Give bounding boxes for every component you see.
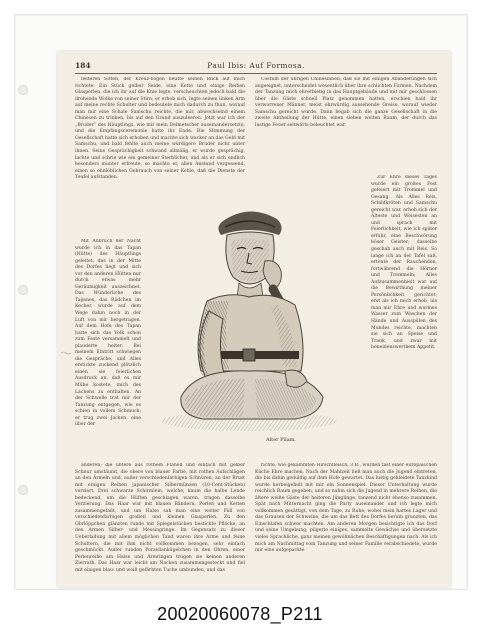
book-page	[57, 51, 451, 587]
text-column-right-bottom	[255, 463, 437, 575]
page-header	[75, 61, 437, 74]
page-number: 184	[75, 61, 91, 70]
text-column-left-wrap	[75, 239, 141, 461]
illustration-caption: Alter Pilam.	[265, 437, 297, 443]
text-column-right-wrap	[371, 175, 437, 459]
binder-holes	[15, 15, 31, 589]
paragraph: richte, wie gekämmten Hirschfleisch, 3 B., wurden fast einer europäischen Küche Ehre machen. Nach der Mahlzeit ließ man auch die Jugend eintreten, die bis dahin geduldig auf dem Hofe gewartet. Das lustig gekleidete Tanzkind wurde herbeigeholt mit mir ein Sonnenspiel. Dieser Unterhaltung wurde reichlich Raum gegeben, und so nahm sich die Jugend in mehrere Reihen, die ältere weiße Gäste der heiteren Jünglinge, tanzend nicht ebenso zusammen. Spät nach Mitternacht ging die Party auseinander und ich legte mich vollkommen gesättigt, von dem Tage, zu Ruhe; wobei mein hartes Lager und das Grausen der Schweine, die um das Bett des Dorfes herum grunzten, das Einschlafen schwer machten. Am anderen Morgen besichtigte ich das Dorf und seine Umgebung, pilgerte einiges, sammelte Gewächse und übersetzte vieles Sprachliche, ganz meinen gewöhnlichen Beschäftigungen nach. Als ich mich am Nachmittag vom Tanzung und seiner Familie verabschiedete, wurde mir eine aufgepackte	[255, 463, 437, 554]
head-wrap	[218, 211, 281, 235]
binder-hole	[18, 485, 28, 495]
pencil-mark	[61, 351, 71, 355]
binder-hole	[18, 85, 28, 95]
text-column-right-top	[255, 77, 437, 173]
paragraph: Zur Ehre dieses Tages wurde ein großes Fest gefeiert mit Trommel und Gesang. Als Alles Reis, Schildkröten und Samschu gereicht war, erhob sich der Älteste und Weisesten an und sprach mit Feierlichkeit, wie ich später erfuhr, eine Beschwörung böser Geister; dasselbe geschah auch mit Reis. So lange ich an der Tafel saß, ertönte der Rauchenden, fortwährend die Hörner und Trommeln; Alles Aufzusammenhielt war auf die Bewirthung meiner Persönlichkeit gerichtet; erst als ich mich erhob, als man mir Ehre und warmes Wasser zum Waschen der Hände und Ausspülen des Mundes reichte, machten sie sich an Speise und Trank, und zwar mit beneidenswerthem Appetit.	[371, 175, 437, 351]
resting-hand	[285, 370, 307, 387]
scan-frame	[14, 14, 468, 590]
paragraph: Mit Anbruch der Nacht wurde ich in das Tapan (Hütte) des Häuptlings geleitet, das in der Mitte des Dorfes liegt und sich vor den anderen Hütten nur durch etwas mehr Geräumigkeit auszeichnet. Das Wünderliche des Tapanes, das Rädchen im Kecher, wurde auf dem Wege dahin noch in der Luft von mir hergetragen. Auf dem Hofe des Tapan hatte sich das Volk schon zum Feste versammelt und plauderte heiter. Bei meinem Eintritt schwiegen die Gespräche, und Alles erstickte zuckend plötzlich einen sie feierlichen Ausdruck an, daß es mir Mühe kostete, mich des Lachens zu enthalten. An der Schwelle trat mir der Tanzung entgegen, wie es schien in vollem Schmuck; er trug zwei Jacken, eine über der	[75, 239, 141, 428]
paragraph: anderen; die untere aus rothem Flanell und einfach mit gelber Schnur umstäumt, die obere von blauer Farbe, mit rothen Aufschlägen an den Ärmeln und, außer verschiedenfarbigen Schnüren, an der Brust mit einigen Reihen japanischer Silbermünzen (10-Cent-Stücken) verziert. Drei schwarze Schirmlein, welche, kaum die halbe Lende bedeckend, um die Hüften geschlagen waren, trugen dasselbe Verzierung. Das Haar war mit blauen Bändern, Perlen und Ketten zusammengefaßt, und um Halse sah man eine weiter Fall von verschiedenfarbigen großen und kleinen Glasperlen. Zu den Obrlöppchen glänzten runde mit Spiegelstücken bestickte Pflöcke, an den Armen Silber- und Messingringe. Im Gegensatz zu dieser Ueberladung mit allem möglichen Tand waren ihre Arme und feine Schultern, die mit ihm nicht vollkommen bezogen, sehr einfach geschmückt. Außer runden Porzellankügelchen in den Ohren, einer Perlenreihe am Halse und Armringen trugen sie keinen anderen Zierrath. Das Haar war leicht am Nacken zusammengesteckt und fiel mit einigen blau- und weiß gefärbten Tuche umbunden, und das	[75, 463, 245, 573]
paragraph: festeren Sitten, der Kreuz-bogen heutte seinen Blick auf mich richtete. Ein Stück gelber Seide, eine Kette und einige Reihen Glasperlen, die ich ihr auf die Knie legte, verscheuchten jedoch bald die drohende Wolke von seiner Stirn; er erhob sich, legte seinen linken Arm auf meine rechte Schulter und bedeutete mich dadurch zu thun, worauf man mir eine Schale Samschu reichte, die mir, abwechselnd einem Chinesen zu trinken, bis auf den Grund auszuleeren. Jetzt war ich der „Bruder“ des Häuptlings, wie mir mein Dolmetscher auseinandersetzte, und die Empfangsceremonie hatte ihr Ende. Die Stimmung der Gesellschaft hatte sich erhoben und machte sich wacker an das Geld mit Samschu, und bald fehlte auch meine würdigere Bruder nicht unter ihnen. Seine Gesprächigkeit schwand allmälig, er wurde gesprächig, lachte und schrie wie ein gemeiner Sterblicher, und als er sich endlich besonders munter erfreute, so machte er, allen Anstand vergessend, einen so ohnlöblichen Gebrauch von seiner Kehle, daß die Dienste der Teufel aufstanden.	[75, 77, 245, 181]
text-column-left-bottom	[75, 463, 245, 575]
portrait-illustration	[145, 201, 349, 433]
binder-hole	[18, 285, 28, 295]
archive-id-caption: 20020060078_P211	[157, 604, 323, 624]
paragraph: Costüm der übrigen Chinesinnen, daß sie mit einigen Abänderungen sich angeeignet, unterscheidet wesentlich über ihre schlichten Formen. Nachdem der Tanzung mich ehrerbietig in das Hauptgebäude und mit mir geschlossen über die Gäste schnell Platz genommen hatten, erschien bald ihr verworrener Männer, meist ehrwürdig aussehende Greise, worauf wieder Samschu gereicht wurde. Dann begab sich die ganze Gesellschaft in die zweite Abtheilung der Hütte, einen sieben weiten Raum, der durch das lustige Feuer seitwärts beleuchtet war.	[255, 77, 437, 128]
running-head: Paul Ibis: Auf Formosa.	[207, 61, 305, 70]
